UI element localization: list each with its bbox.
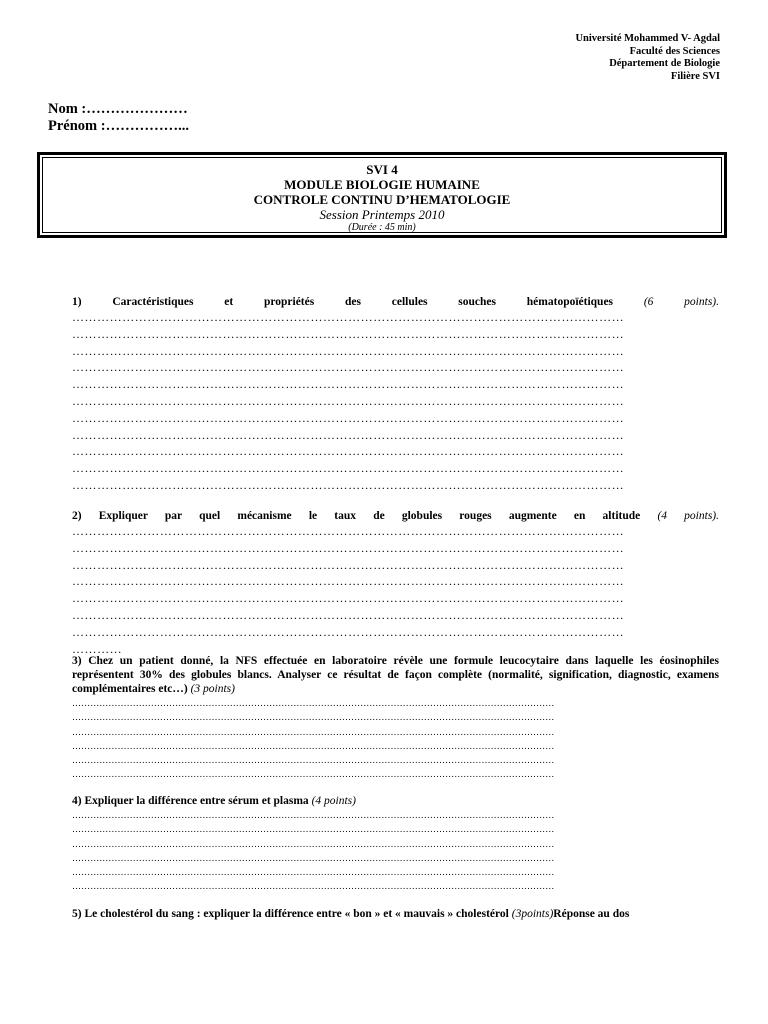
answer-line: …………………………………………………………………………………………………………………… <box>72 624 625 639</box>
student-identification <box>48 101 189 135</box>
answer-line: …………………………………………………………………………………………………………………………………………… <box>72 881 555 892</box>
program-name: Filière SVI <box>670 70 720 82</box>
exam-title-box <box>37 152 727 238</box>
answer-line: …………………………………………………………………………………………………………………… <box>72 326 625 341</box>
question-3-text: 3) Chez un patient donné, la NFS effectuée en laboratoire révèle une formule leucocytaire dans laquelle les éosinophiles représentent 30% des globules blancs. Analyser ce résultat de façon complète (normalité, signification, diagnostic, examens complémentaires etc…) <box>72 655 719 695</box>
question-1 <box>72 295 719 494</box>
question-5-title <box>72 907 719 921</box>
question-5-text: 5) Le cholestérol du sang : expliquer la différence entre « bon » et « mauvais » cholestérol <box>72 908 509 920</box>
answer-line: …………………………………………………………………………………………………………………… <box>72 477 625 492</box>
question-1-text: 1) Caractéristiques et propriétés des cellules souches hématopoïétiques <box>72 296 614 308</box>
question-1-title <box>72 295 719 309</box>
answer-line: …………………………………………………………………………………………………………………………………………… <box>72 769 555 780</box>
question-3-title <box>72 654 719 696</box>
question-2-points: (4 points). <box>657 510 720 522</box>
answer-area-1[interactable] <box>72 309 719 494</box>
question-2-text: 2) Expliquer par quel mécanisme le taux de globules rouges augmente en altitude <box>72 510 641 522</box>
nom-field[interactable]: Nom :………………… <box>48 101 188 117</box>
answer-line: …………………………………………………………………………………………………………………… <box>72 393 625 408</box>
answer-area-4[interactable] <box>72 808 719 894</box>
duration-label: (Durée : 45 min) <box>348 222 416 233</box>
answer-line: …………………………………………………………………………………………………………………… <box>72 310 625 324</box>
question-3-points: (3 points) <box>190 683 235 695</box>
question-2 <box>72 509 719 657</box>
answer-area-3[interactable] <box>72 696 719 782</box>
answer-line: …………………………………………………………………………………………………………………………………………… <box>72 712 555 723</box>
answer-line: …………………………………………………………………………………………………………………………………………… <box>72 740 555 751</box>
faculty-name: Faculté des Sciences <box>629 45 720 57</box>
answer-line: …………………………………………………………………………………………………………………… <box>72 574 625 589</box>
answer-line: …………………………………………………………………………………………………………………… <box>72 343 625 358</box>
answer-line: …………………………………………………………………………………………………………………………………………… <box>72 726 555 737</box>
answer-line: …………………………………………………………………………………………………………………… <box>72 540 625 555</box>
university-name: Université Mohammed V- Agdal <box>575 33 720 44</box>
university-header <box>420 33 720 83</box>
question-3 <box>72 654 719 782</box>
answer-line: …………………………………………………………………………………………………………………… <box>72 524 625 538</box>
answer-line: …………………………………………………………………………………………………………………… <box>72 360 625 375</box>
answer-line: ………… <box>72 641 123 656</box>
prenom-field[interactable]: Prénom :……………... <box>48 118 189 134</box>
exam-title: CONTROLE CONTINU D’HEMATOLOGIE <box>253 192 511 207</box>
question-4-title <box>72 794 719 808</box>
question-4 <box>72 794 719 894</box>
module-title: MODULE BIOLOGIE HUMAINE <box>284 177 480 192</box>
answer-line: …………………………………………………………………………………………………………………… <box>72 377 625 392</box>
question-5 <box>72 907 719 921</box>
question-2-title <box>72 509 719 523</box>
answer-line: …………………………………………………………………………………………………………………… <box>72 557 625 572</box>
department-name: Département de Biologie <box>609 58 720 69</box>
answer-line: …………………………………………………………………………………………………………………………………………… <box>72 852 555 863</box>
answer-line: …………………………………………………………………………………………………………………… <box>72 461 625 476</box>
answer-on-back-note: Réponse au dos <box>553 908 630 920</box>
course-code: SVI 4 <box>366 162 398 177</box>
session-label: Session Printemps 2010 <box>319 207 445 222</box>
answer-line: …………………………………………………………………………………………………………………… <box>72 591 625 606</box>
answer-line: …………………………………………………………………………………………………………………… <box>72 427 625 442</box>
answer-line: …………………………………………………………………………………………………………………………………………… <box>72 755 555 766</box>
answer-line: …………………………………………………………………………………………………………………………………………… <box>72 867 555 878</box>
answer-line: …………………………………………………………………………………………………………………………………………… <box>72 810 555 820</box>
answer-line: …………………………………………………………………………………………………………………………………………… <box>72 824 555 835</box>
question-1-points: (6 points). <box>643 296 720 308</box>
question-4-points: (4 points) <box>311 795 356 807</box>
answer-area-2[interactable] <box>72 523 719 657</box>
answer-line: …………………………………………………………………………………………………………………………………………… <box>72 838 555 849</box>
answer-line: …………………………………………………………………………………………………………………… <box>72 410 625 425</box>
answer-line: …………………………………………………………………………………………………………………… <box>72 444 625 459</box>
question-4-text: 4) Expliquer la différence entre sérum et plasma <box>72 795 309 807</box>
answer-line: …………………………………………………………………………………………………………………… <box>72 607 625 622</box>
answer-line: …………………………………………………………………………………………………………………………………………… <box>72 698 555 708</box>
question-5-points: (3points) <box>511 908 554 920</box>
